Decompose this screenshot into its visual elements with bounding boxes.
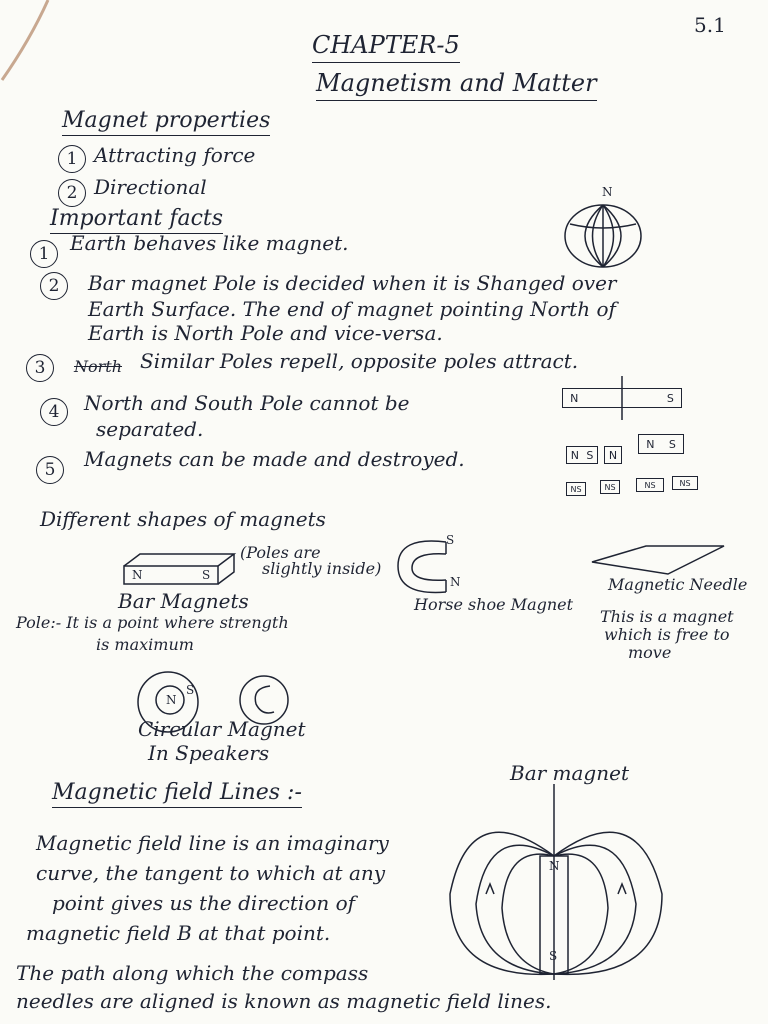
bar-note-1: (Poles are bbox=[240, 543, 321, 562]
horseshoe-label: Horse shoe Magnet bbox=[414, 595, 574, 614]
field-diagram-label: Bar magnet bbox=[510, 761, 629, 785]
bar-magnet-label: Bar Magnets bbox=[118, 589, 249, 613]
fact-number-3: 3 bbox=[26, 354, 54, 382]
circular-label: Circular Magnet bbox=[138, 717, 306, 741]
small-magnet-4: NS bbox=[672, 476, 698, 490]
circular-sub: In Speakers bbox=[148, 741, 270, 765]
shapes-heading: Different shapes of magnets bbox=[40, 507, 326, 531]
property-number-1: 1 bbox=[58, 145, 86, 173]
field-para1-line4: magnetic field B at that point. bbox=[26, 921, 331, 945]
small-magnet-3: NS bbox=[636, 478, 664, 492]
fact-2-line-3: Earth is North Pole and vice-versa. bbox=[88, 321, 443, 345]
globe-label: N bbox=[602, 185, 613, 199]
small-magnet-2: NS bbox=[600, 480, 620, 494]
field-para2-line1: The path along which the compass bbox=[16, 961, 369, 985]
magnet-piece-mid: N bbox=[604, 446, 622, 464]
earth-globe-diagram bbox=[562, 202, 644, 272]
fact-5-line-1: Magnets can be made and destroyed. bbox=[84, 447, 465, 471]
pole-definition-2: is maximum bbox=[96, 635, 194, 654]
horseshoe-magnet bbox=[394, 533, 455, 598]
needle-label: Magnetic Needle bbox=[608, 575, 748, 594]
horseshoe-n: N bbox=[450, 575, 461, 589]
circular-s: S bbox=[186, 683, 195, 697]
field-s: S bbox=[549, 949, 558, 963]
fact-4-line-1: North and South Pole cannot be bbox=[84, 391, 410, 415]
fact-number-2: 2 bbox=[40, 272, 68, 300]
cut-line bbox=[620, 376, 624, 420]
field-para1-line3: point gives us the direction of bbox=[52, 891, 356, 915]
needle-desc-1: This is a magnet bbox=[600, 607, 734, 626]
horseshoe-s: S bbox=[446, 533, 455, 547]
fact-number-4: 4 bbox=[40, 398, 68, 426]
fact-4-line-2: separated. bbox=[96, 417, 204, 441]
magnet-piece-left: N S bbox=[566, 446, 598, 464]
circular-n: N bbox=[166, 693, 177, 707]
small-magnet-1: NS bbox=[566, 482, 586, 496]
field-para1-line1: Magnetic field line is an imaginary bbox=[36, 831, 389, 855]
magnet-piece-right: N S bbox=[638, 434, 684, 454]
fact-3-line-1: Similar Poles repell, opposite poles attract. bbox=[140, 349, 579, 373]
fact-number-1: 1 bbox=[30, 240, 58, 268]
fact-3-struck-word: North bbox=[74, 357, 123, 376]
field-n: N bbox=[549, 859, 560, 873]
facts-heading: Important facts bbox=[50, 206, 223, 234]
chapter-title: Magnetism and Matter bbox=[316, 70, 597, 101]
needle-desc-2: which is free to bbox=[604, 625, 730, 644]
property-number-2: 2 bbox=[58, 179, 86, 207]
margin-mark bbox=[0, 0, 60, 100]
field-para2-line2: needles are aligned is known as magnetic field lines. bbox=[16, 989, 552, 1013]
fact-2-line-1: Bar magnet Pole is decided when it is Shanged over bbox=[88, 271, 617, 295]
properties-heading: Magnet properties bbox=[62, 108, 270, 136]
fact-2-line-2: Earth Surface. The end of magnet pointing North of bbox=[88, 297, 616, 321]
bar-magnet-s: S bbox=[202, 568, 211, 582]
field-lines-heading: Magnetic field Lines :- bbox=[52, 780, 302, 808]
bar-magnet-n: N bbox=[132, 568, 143, 582]
property-1: Attracting force bbox=[94, 143, 256, 167]
pole-definition-1: Pole:- It is a point where strength bbox=[16, 613, 289, 632]
page-number: 5.1 bbox=[694, 13, 726, 37]
bar-magnet-sketch: N S bbox=[562, 388, 682, 408]
field-lines-diagram bbox=[440, 784, 680, 984]
needle-desc-3: move bbox=[628, 643, 672, 662]
bar-note-2: slightly inside) bbox=[262, 559, 382, 578]
magnetic-needle bbox=[588, 540, 728, 580]
chapter-heading: CHAPTER-5 bbox=[312, 32, 460, 63]
field-para1-line2: curve, the tangent to which at any bbox=[36, 861, 386, 885]
fact-number-5: 5 bbox=[36, 456, 64, 484]
property-2: Directional bbox=[94, 175, 207, 199]
fact-1-line-1: Earth behaves like magnet. bbox=[70, 231, 349, 255]
